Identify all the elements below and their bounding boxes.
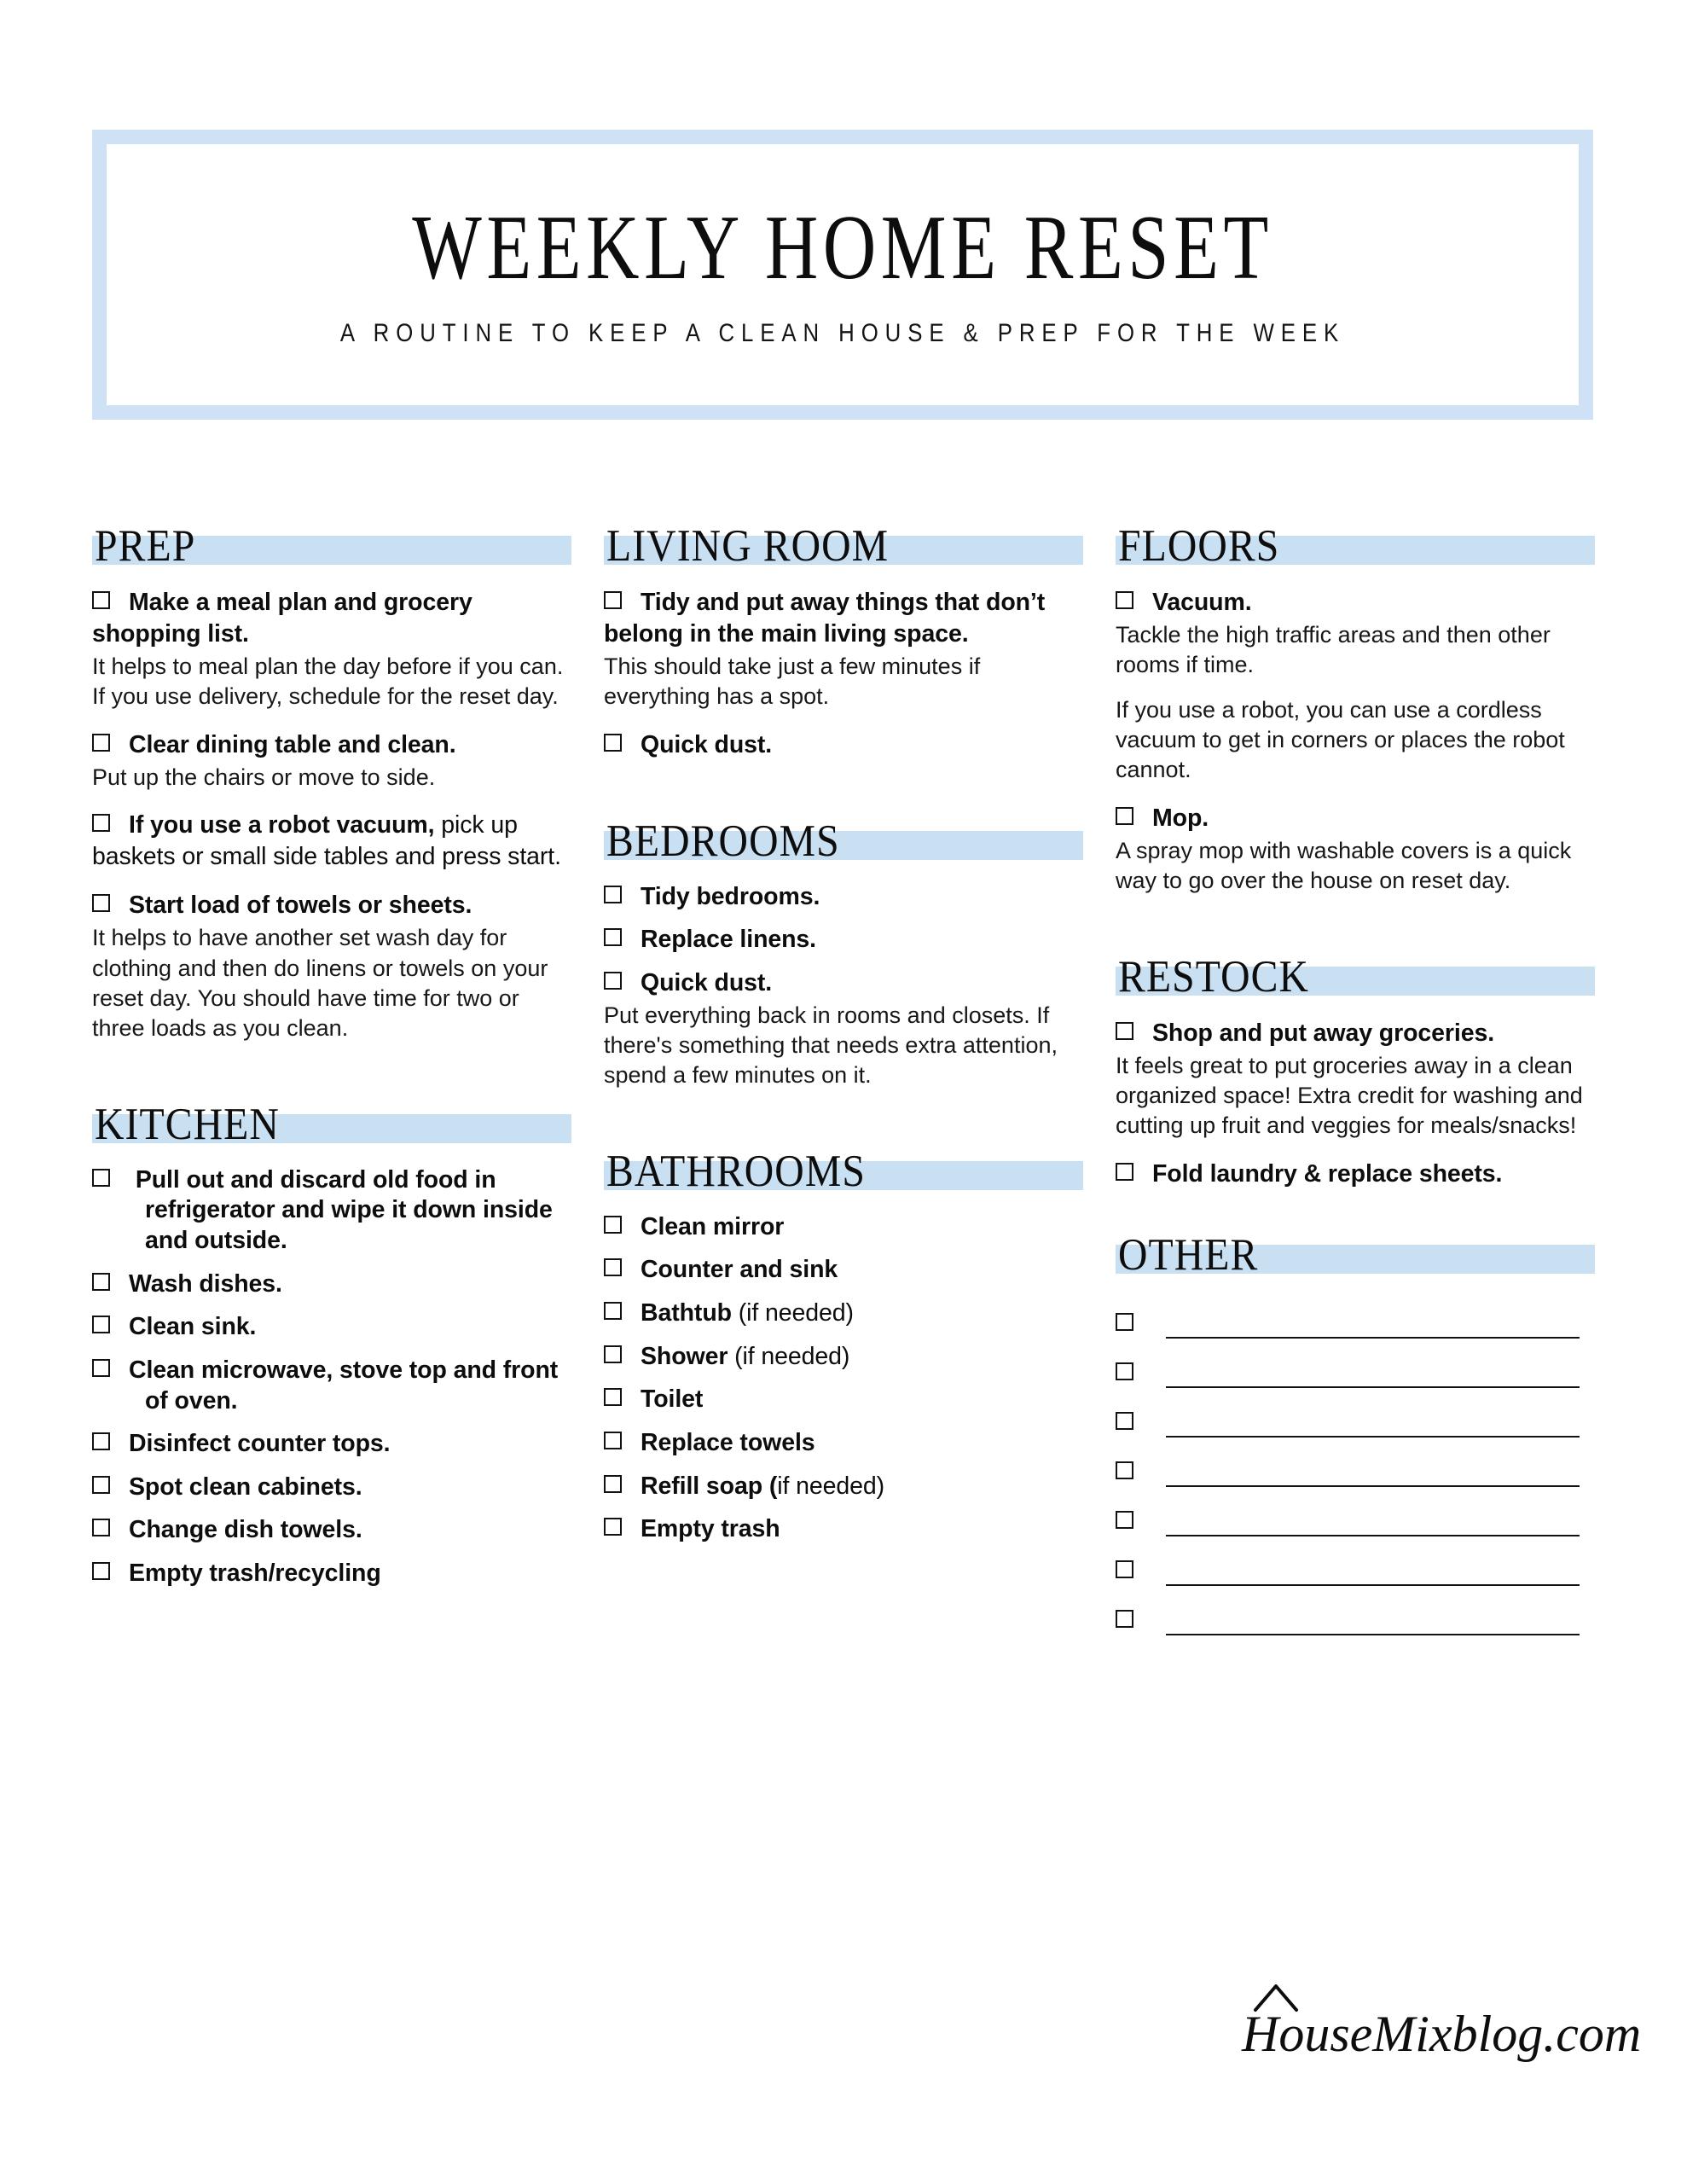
item-label: Replace linens. [604, 925, 1083, 956]
blank-checklist-row[interactable] [1116, 1345, 1595, 1388]
item-note: It feels great to put groceries away in a clean organized space! Extra credit for washing and cutting up fruit and veggies for meals/snacks! [1116, 1052, 1583, 1139]
item-note: It helps to have another set wash day for clothing and then do linens or towels on your reset day. You should have time for two or three loads as you clean. [92, 925, 548, 1042]
checklist-item[interactable] [604, 1298, 1083, 1329]
checklist-item[interactable] [604, 968, 1083, 1091]
header-inner [107, 144, 1579, 405]
checklist-item[interactable] [1116, 1159, 1595, 1190]
item-label: Clean mirror [604, 1212, 1083, 1243]
write-in-line[interactable] [1166, 1584, 1580, 1586]
section-header-prep [92, 520, 571, 571]
section-floors [1116, 520, 1595, 897]
write-in-line[interactable] [1166, 1634, 1580, 1635]
checkbox-icon[interactable] [604, 591, 622, 609]
checkbox-icon[interactable] [92, 1316, 110, 1333]
item-label: Fold laundry & replace sheets. [1116, 1159, 1595, 1190]
checklist-item[interactable] [604, 1472, 1083, 1502]
blank-checklist-row[interactable] [1116, 1444, 1595, 1487]
write-in-line[interactable] [1166, 1485, 1580, 1487]
item-suffix: if needed) [777, 1472, 884, 1500]
checkbox-icon[interactable] [92, 1432, 110, 1450]
item-label: Shower (if needed) [604, 1342, 1083, 1373]
checkbox-icon[interactable] [1116, 1461, 1133, 1479]
item-label: Empty trash [604, 1514, 1083, 1545]
item-label: Shop and put away groceries. [1116, 1018, 1595, 1049]
section-title: BEDROOMS [606, 816, 840, 866]
section-header-living-room [604, 520, 1083, 571]
item-label: Disinfect counter tops. [92, 1429, 571, 1460]
item-label: Vacuum. [1116, 587, 1595, 619]
item-label: Bathtub (if needed) [604, 1298, 1083, 1329]
item-label: Quick dust. [604, 968, 1083, 999]
item-label: Spot clean cabinets. [92, 1472, 571, 1503]
section-kitchen [92, 1099, 571, 1589]
column-right [1116, 520, 1595, 1642]
item-note: Tackle the high traffic areas and then other rooms if time. [1116, 622, 1551, 678]
blank-checklist-row[interactable] [1116, 1494, 1595, 1536]
item-label: Clean microwave, stove top and front of oven. [92, 1356, 571, 1416]
checklist-item[interactable] [1116, 803, 1595, 897]
item-label: Empty trash/recycling [92, 1559, 571, 1589]
section-title: FLOORS [1118, 521, 1280, 571]
checkbox-icon[interactable] [604, 928, 622, 946]
item-label: Mop. [1116, 803, 1595, 834]
checklist-item[interactable] [604, 1428, 1083, 1459]
checkbox-icon[interactable] [604, 734, 622, 752]
checkbox-icon[interactable] [1116, 807, 1133, 825]
checklist-item[interactable] [604, 1385, 1083, 1415]
section-title: PREP [95, 521, 196, 571]
item-label: Counter and sink [604, 1255, 1083, 1286]
checklist-item[interactable] [92, 810, 571, 873]
section-title: BATHROOMS [606, 1146, 866, 1196]
checkbox-icon[interactable] [604, 1432, 622, 1449]
item-label: Refill soap (if needed) [604, 1472, 1083, 1502]
checkbox-icon[interactable] [1116, 1610, 1133, 1628]
checklist-item[interactable] [604, 882, 1083, 913]
checklist-item[interactable] [604, 1342, 1083, 1373]
write-in-line[interactable] [1166, 1436, 1580, 1438]
section-title: OTHER [1118, 1229, 1259, 1280]
page-subtitle: A ROUTINE TO KEEP A CLEAN HOUSE & PREP FOR THE WEEK [339, 319, 1346, 348]
item-label: Tidy bedrooms. [604, 882, 1083, 913]
checkbox-icon[interactable] [604, 1345, 622, 1363]
write-in-line[interactable] [1166, 1535, 1580, 1536]
item-label: Make a meal plan and grocery shopping list. [92, 589, 472, 648]
item-suffix: (if needed) [728, 1342, 850, 1370]
checklist-item[interactable] [604, 925, 1083, 956]
column-left [92, 520, 571, 1642]
item-note: If you use a robot, you can use a cordless vacuum to get in corners or places the robot cannot. [1116, 696, 1565, 783]
logo-text: HouseMixblog.com [1242, 2006, 1642, 2062]
section-title: KITCHEN [95, 1099, 280, 1149]
checkbox-icon[interactable] [1116, 1412, 1133, 1430]
item-label: Replace towels [604, 1428, 1083, 1459]
checklist-item[interactable] [604, 1514, 1083, 1545]
item-label: Wash dishes. [92, 1269, 571, 1300]
section-header-floors [1116, 520, 1595, 571]
header-frame [92, 130, 1593, 420]
checkbox-icon[interactable] [92, 1519, 110, 1536]
checkbox-icon[interactable] [604, 1302, 622, 1320]
section-living-room [604, 520, 1083, 761]
blank-checklist-row[interactable] [1116, 1296, 1595, 1339]
checklist-item[interactable] [604, 1212, 1083, 1243]
checklist-item[interactable] [92, 1559, 571, 1589]
checkbox-icon[interactable] [1116, 1163, 1133, 1181]
item-label: Start load of towels or sheets. [92, 890, 571, 921]
site-logo [1226, 1972, 1642, 2075]
item-inline-note: pick up baskets or small side tables and press start. [92, 811, 561, 871]
checklist-item[interactable] [92, 890, 571, 1043]
checkbox-icon[interactable] [1116, 1022, 1133, 1040]
write-in-line[interactable] [1166, 1386, 1580, 1388]
item-note: Put everything back in rooms and closets. If there's something that needs extra attention, spend a few minutes on it. [604, 1002, 1058, 1089]
checkbox-icon[interactable] [1116, 591, 1133, 609]
checkbox-icon[interactable] [604, 886, 622, 903]
checkbox-icon[interactable] [92, 1562, 110, 1580]
section-restock [1116, 951, 1595, 1190]
checklist-item[interactable] [1116, 1018, 1595, 1141]
checkbox-icon[interactable] [604, 972, 622, 990]
section-header-restock [1116, 951, 1595, 1002]
checkbox-icon[interactable] [1116, 1362, 1133, 1380]
item-label: If you use a robot vacuum, pick up baskets or small side tables and press start. [92, 811, 561, 871]
checklist-item[interactable] [604, 587, 1083, 712]
checklist-item[interactable] [92, 729, 571, 793]
item-label: Clean sink. [92, 1312, 571, 1343]
checkbox-icon[interactable] [604, 1475, 622, 1493]
checklist-item[interactable] [604, 1255, 1083, 1286]
item-label: Change dish towels. [92, 1515, 571, 1546]
checkbox-icon[interactable] [92, 814, 110, 832]
page-title: WEEKLY HOME RESET [412, 196, 1273, 299]
item-suffix: (if needed) [731, 1299, 854, 1327]
item-label: Toilet [604, 1385, 1083, 1415]
section-header-bedrooms [604, 816, 1083, 866]
checkbox-icon[interactable] [604, 1216, 622, 1234]
section-bedrooms [604, 816, 1083, 1091]
checklist-item[interactable] [92, 1269, 571, 1300]
section-other [1116, 1229, 1595, 1635]
checklist-item[interactable] [604, 729, 1083, 761]
section-header-bathrooms [604, 1146, 1083, 1196]
item-label: Clear dining table and clean. [92, 729, 571, 761]
blank-checklist-row[interactable] [1116, 1543, 1595, 1586]
item-note: It helps to meal plan the day before if you can. If you use delivery, schedule for the reset day. [92, 653, 564, 710]
item-note: Put up the chairs or move to side. [92, 764, 436, 790]
checklist-item[interactable] [92, 1515, 571, 1546]
checkbox-icon[interactable] [92, 1359, 110, 1377]
item-label: Pull out and discard old food in refrigerator and wipe it down inside and outside. [92, 1165, 571, 1257]
checkbox-icon[interactable] [1116, 1313, 1133, 1331]
checkbox-icon[interactable] [1116, 1511, 1133, 1529]
section-header-kitchen [92, 1099, 571, 1149]
checklist-item[interactable] [1116, 587, 1595, 786]
item-label: Tidy and put away things that don’t belong in the main living space. [604, 589, 1046, 648]
checklist-item[interactable] [92, 1356, 571, 1416]
checklist-columns [92, 520, 1595, 1642]
checklist-item[interactable] [92, 1472, 571, 1503]
checklist-item[interactable] [92, 1312, 571, 1343]
section-prep [92, 520, 571, 1044]
column-middle [604, 520, 1083, 1642]
checkbox-icon[interactable] [92, 734, 110, 752]
checkbox-icon[interactable] [604, 1258, 622, 1276]
checklist-item[interactable] [92, 1429, 571, 1460]
blank-checklist-row[interactable] [1116, 1593, 1595, 1635]
checkbox-icon[interactable] [1116, 1560, 1133, 1578]
checkbox-icon[interactable] [92, 591, 110, 609]
item-note: A spray mop with washable covers is a quick way to go over the house on reset day. [1116, 837, 1572, 894]
write-in-line[interactable] [1166, 1337, 1580, 1339]
blank-checklist-row[interactable] [1116, 1395, 1595, 1438]
section-title: LIVING ROOM [606, 521, 890, 571]
checkbox-icon[interactable] [604, 1518, 622, 1536]
section-bathrooms [604, 1146, 1083, 1545]
checklist-item[interactable] [92, 587, 571, 712]
section-header-other [1116, 1229, 1595, 1280]
section-title: RESTOCK [1118, 951, 1310, 1002]
checkbox-icon[interactable] [92, 1273, 110, 1291]
checklist-item[interactable] [92, 1165, 571, 1257]
checkbox-icon[interactable] [92, 894, 110, 912]
checkbox-icon[interactable] [92, 1169, 110, 1187]
item-label: Quick dust. [604, 729, 1083, 761]
checkbox-icon[interactable] [604, 1388, 622, 1406]
item-note: This should take just a few minutes if everything has a spot. [604, 653, 981, 710]
checkbox-icon[interactable] [92, 1476, 110, 1494]
